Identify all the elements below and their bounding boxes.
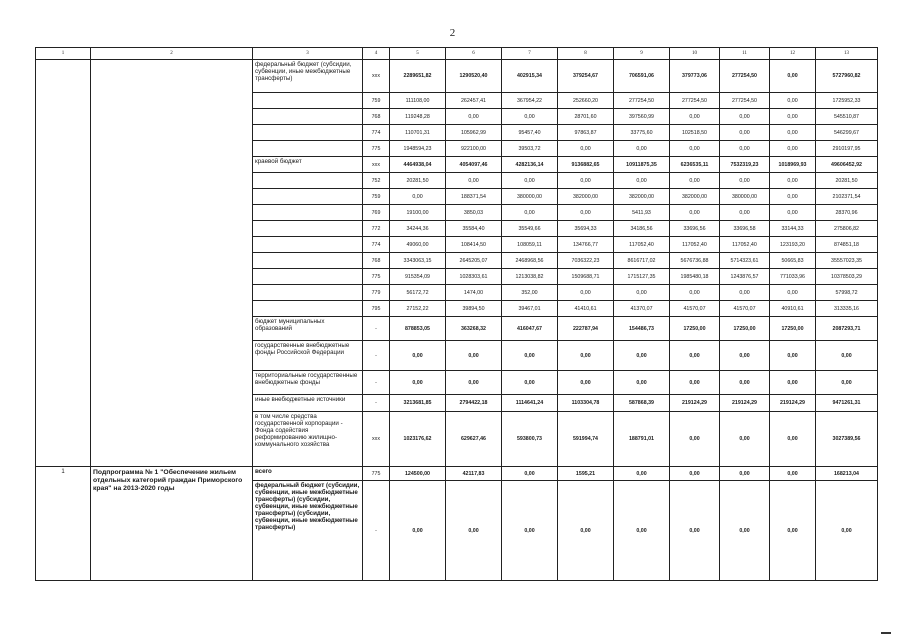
value-cell: 379773,06 bbox=[670, 60, 720, 93]
empty-cell bbox=[253, 141, 363, 157]
value-cell: 17250,00 bbox=[770, 317, 816, 341]
value-cell: 2289651,82 bbox=[390, 60, 446, 93]
value-cell: 352,00 bbox=[502, 285, 558, 301]
value-cell: 0,00 bbox=[720, 412, 770, 467]
value-cell: 4054097,46 bbox=[446, 157, 502, 173]
value-cell: 123193,20 bbox=[770, 237, 816, 253]
value-cell: 3850,03 bbox=[446, 205, 502, 221]
value-cell: 252660,20 bbox=[558, 93, 614, 109]
value-cell: 1213038,82 bbox=[502, 269, 558, 285]
value-cell: 6236535,11 bbox=[670, 157, 720, 173]
value-cell: 0,00 bbox=[558, 285, 614, 301]
value-cell: 277254,50 bbox=[670, 93, 720, 109]
value-cell: 117052,40 bbox=[614, 237, 670, 253]
value-cell: 168213,04 bbox=[816, 467, 878, 481]
value-cell: 0,00 bbox=[446, 109, 502, 125]
code-cell: 774 bbox=[363, 125, 390, 141]
code-cell: xxx bbox=[363, 412, 390, 467]
empty-cell bbox=[253, 285, 363, 301]
value-cell: 117052,40 bbox=[720, 237, 770, 253]
value-cell: 41570,07 bbox=[670, 301, 720, 317]
value-cell: 380000,00 bbox=[720, 189, 770, 205]
value-cell: 397560,99 bbox=[614, 109, 670, 125]
source-label: в том числе средства государственной корпорации - Фонда содействия реформированию жилищно-коммунального хозяйства bbox=[253, 412, 363, 467]
column-number: 12 bbox=[770, 48, 816, 60]
value-cell: 0,00 bbox=[670, 285, 720, 301]
value-cell: 5676736,88 bbox=[670, 253, 720, 269]
value-cell: 0,00 bbox=[770, 341, 816, 371]
value-cell: 382000,00 bbox=[614, 189, 670, 205]
value-cell: 593800,73 bbox=[502, 412, 558, 467]
source-label: иные внебюджетные источники bbox=[253, 395, 363, 412]
value-cell: 382000,00 bbox=[558, 189, 614, 205]
value-cell: 3027389,56 bbox=[816, 412, 878, 467]
value-cell: 4464938,04 bbox=[390, 157, 446, 173]
code-cell: xxx bbox=[363, 157, 390, 173]
value-cell: 0,00 bbox=[720, 125, 770, 141]
code-cell: 759 bbox=[363, 93, 390, 109]
value-cell: 2794422,18 bbox=[446, 395, 502, 412]
value-cell: 40910,61 bbox=[770, 301, 816, 317]
value-cell: 874851,18 bbox=[816, 237, 878, 253]
value-cell: 117052,40 bbox=[670, 237, 720, 253]
value-cell: 34186,56 bbox=[614, 221, 670, 237]
column-number: 4 bbox=[363, 48, 390, 60]
code-cell: 752 bbox=[363, 173, 390, 189]
code-cell: 775 bbox=[363, 467, 390, 481]
value-cell: 1715127,35 bbox=[614, 269, 670, 285]
value-cell: 1290520,40 bbox=[446, 60, 502, 93]
value-cell: 380000,00 bbox=[502, 189, 558, 205]
value-cell: 33696,56 bbox=[670, 221, 720, 237]
column-number: 8 bbox=[558, 48, 614, 60]
value-cell: 0,00 bbox=[502, 481, 558, 581]
value-cell: 39467,01 bbox=[502, 301, 558, 317]
value-cell: 382000,00 bbox=[670, 189, 720, 205]
value-cell: 0,00 bbox=[502, 371, 558, 395]
code-cell: 768 bbox=[363, 109, 390, 125]
empty-cell bbox=[253, 93, 363, 109]
column-number: 5 bbox=[390, 48, 446, 60]
value-cell: 50665,83 bbox=[770, 253, 816, 269]
value-cell: 9136882,65 bbox=[558, 157, 614, 173]
value-cell: 0,00 bbox=[670, 371, 720, 395]
column-number: 7 bbox=[502, 48, 558, 60]
value-cell: 0,00 bbox=[446, 341, 502, 371]
value-cell: 7036322,23 bbox=[558, 253, 614, 269]
value-cell: 35584,40 bbox=[446, 221, 502, 237]
empty-cell bbox=[253, 269, 363, 285]
value-cell: 108059,11 bbox=[502, 237, 558, 253]
value-cell: 49060,00 bbox=[390, 237, 446, 253]
value-cell: 0,00 bbox=[670, 109, 720, 125]
value-cell: 28370,96 bbox=[816, 205, 878, 221]
value-cell: 2102371,54 bbox=[816, 189, 878, 205]
value-cell: 7532319,23 bbox=[720, 157, 770, 173]
value-cell: 0,00 bbox=[720, 205, 770, 221]
value-cell: 111108,00 bbox=[390, 93, 446, 109]
value-cell: 0,00 bbox=[614, 467, 670, 481]
value-cell: 5714323,61 bbox=[720, 253, 770, 269]
code-cell: xxx bbox=[363, 60, 390, 93]
value-cell: 41410,61 bbox=[558, 301, 614, 317]
value-cell: 0,00 bbox=[720, 285, 770, 301]
value-cell: 188791,01 bbox=[614, 412, 670, 467]
value-cell: 49606452,92 bbox=[816, 157, 878, 173]
value-cell: 105962,99 bbox=[446, 125, 502, 141]
value-cell: 0,00 bbox=[558, 371, 614, 395]
value-cell: 591994,74 bbox=[558, 412, 614, 467]
value-cell: 0,00 bbox=[770, 412, 816, 467]
value-cell: 277254,50 bbox=[614, 93, 670, 109]
value-cell: 0,00 bbox=[770, 285, 816, 301]
value-cell: 35549,66 bbox=[502, 221, 558, 237]
value-cell: 10911875,35 bbox=[614, 157, 670, 173]
value-cell: 0,00 bbox=[614, 341, 670, 371]
value-cell: 20281,50 bbox=[390, 173, 446, 189]
source-label: территориальные государственные внебюджетные фонды bbox=[253, 371, 363, 395]
value-cell: 219124,29 bbox=[720, 395, 770, 412]
empty-cell bbox=[36, 60, 91, 467]
column-number: 9 bbox=[614, 48, 670, 60]
budget-table bbox=[35, 47, 878, 581]
code-cell: - bbox=[363, 341, 390, 371]
code-cell: - bbox=[363, 395, 390, 412]
value-cell: 102518,50 bbox=[670, 125, 720, 141]
value-cell: 0,00 bbox=[670, 141, 720, 157]
value-cell: 363268,32 bbox=[446, 317, 502, 341]
source-label: федеральный бюджет (субсидии, субвенции, иные межбюджетные трансферты) (субсидии, субвенции, иные межбюджетные трансферты) (субсидии, субвенции, иные межбюджетные трансферты) bbox=[253, 481, 363, 581]
column-number: 1 bbox=[36, 48, 91, 60]
value-cell: 0,00 bbox=[770, 60, 816, 93]
value-cell: 0,00 bbox=[816, 341, 878, 371]
value-cell: 5727960,82 bbox=[816, 60, 878, 93]
value-cell: 262457,41 bbox=[446, 93, 502, 109]
code-cell: 779 bbox=[363, 285, 390, 301]
value-cell: 0,00 bbox=[446, 481, 502, 581]
column-number: 2 bbox=[91, 48, 253, 60]
source-label: федеральный бюджет (субсидии, субвенции, иные межбюджетные трансферты) bbox=[253, 60, 363, 93]
value-cell: 0,00 bbox=[614, 285, 670, 301]
value-cell: 0,00 bbox=[770, 189, 816, 205]
value-cell: 1595,21 bbox=[558, 467, 614, 481]
value-cell: 0,00 bbox=[770, 371, 816, 395]
value-cell: 124500,00 bbox=[390, 467, 446, 481]
value-cell: 41570,07 bbox=[720, 301, 770, 317]
value-cell: 0,00 bbox=[558, 205, 614, 221]
value-cell: 546299,67 bbox=[816, 125, 878, 141]
empty-cell bbox=[253, 125, 363, 141]
value-cell: 0,00 bbox=[614, 371, 670, 395]
value-cell: 379254,67 bbox=[558, 60, 614, 93]
value-cell: 915354,09 bbox=[390, 269, 446, 285]
value-cell: 277254,50 bbox=[720, 93, 770, 109]
code-cell: 795 bbox=[363, 301, 390, 317]
empty-cell bbox=[253, 253, 363, 269]
empty-cell bbox=[253, 173, 363, 189]
value-cell: 0,00 bbox=[502, 205, 558, 221]
value-cell: 0,00 bbox=[614, 173, 670, 189]
value-cell: 154486,73 bbox=[614, 317, 670, 341]
value-cell: 0,00 bbox=[770, 173, 816, 189]
value-cell: 0,00 bbox=[816, 371, 878, 395]
value-cell: 0,00 bbox=[720, 109, 770, 125]
value-cell: 0,00 bbox=[770, 205, 816, 221]
column-number: 13 bbox=[816, 48, 878, 60]
value-cell: 0,00 bbox=[816, 481, 878, 581]
value-cell: 771033,96 bbox=[770, 269, 816, 285]
value-cell: 0,00 bbox=[614, 141, 670, 157]
empty-cell bbox=[253, 205, 363, 221]
value-cell: 0,00 bbox=[720, 481, 770, 581]
empty-cell bbox=[253, 221, 363, 237]
value-cell: 0,00 bbox=[390, 371, 446, 395]
source-label: государственные внебюджетные фонды Российской Федерации bbox=[253, 341, 363, 371]
value-cell: 1028303,61 bbox=[446, 269, 502, 285]
column-number: 3 bbox=[253, 48, 363, 60]
value-cell: 0,00 bbox=[390, 189, 446, 205]
value-cell: 0,00 bbox=[670, 412, 720, 467]
value-cell: 0,00 bbox=[670, 481, 720, 581]
value-cell: 1243876,57 bbox=[720, 269, 770, 285]
value-cell: 27152,22 bbox=[390, 301, 446, 317]
value-cell: 28701,60 bbox=[558, 109, 614, 125]
value-cell: 97863,87 bbox=[558, 125, 614, 141]
value-cell: 33775,60 bbox=[614, 125, 670, 141]
value-cell: 1985480,18 bbox=[670, 269, 720, 285]
value-cell: 1948594,23 bbox=[390, 141, 446, 157]
value-cell: 42117,83 bbox=[446, 467, 502, 481]
code-cell: - bbox=[363, 481, 390, 581]
subprogram-row bbox=[36, 467, 878, 481]
value-cell: 0,00 bbox=[720, 341, 770, 371]
value-cell: 39894,50 bbox=[446, 301, 502, 317]
value-cell: 1114641,24 bbox=[502, 395, 558, 412]
value-cell: 2468968,56 bbox=[502, 253, 558, 269]
value-cell: 0,00 bbox=[614, 481, 670, 581]
code-cell: 772 bbox=[363, 221, 390, 237]
value-cell: 1509688,71 bbox=[558, 269, 614, 285]
value-cell: 0,00 bbox=[720, 173, 770, 189]
value-cell: 108414,50 bbox=[446, 237, 502, 253]
value-cell: 545510,87 bbox=[816, 109, 878, 125]
value-cell: 34244,36 bbox=[390, 221, 446, 237]
value-cell: 0,00 bbox=[502, 467, 558, 481]
value-cell: 0,00 bbox=[670, 173, 720, 189]
value-cell: 0,00 bbox=[502, 109, 558, 125]
value-cell: 110701,31 bbox=[390, 125, 446, 141]
value-cell: 0,00 bbox=[446, 173, 502, 189]
value-cell: 5411,93 bbox=[614, 205, 670, 221]
empty-cell bbox=[253, 189, 363, 205]
value-cell: 35557023,35 bbox=[816, 253, 878, 269]
value-cell: 219124,29 bbox=[770, 395, 816, 412]
column-number: 6 bbox=[446, 48, 502, 60]
value-cell: 0,00 bbox=[670, 205, 720, 221]
value-cell: 3343063,15 bbox=[390, 253, 446, 269]
empty-cell bbox=[91, 60, 253, 467]
value-cell: 878853,05 bbox=[390, 317, 446, 341]
value-cell: 134766,77 bbox=[558, 237, 614, 253]
column-number: 10 bbox=[670, 48, 720, 60]
value-cell: 0,00 bbox=[502, 341, 558, 371]
subprogram-name: Подпрограмма № 1 "Обеспечение жильем отдельных категорий граждан Приморского края" на 2013-2020 годы bbox=[91, 467, 253, 581]
value-cell: 0,00 bbox=[558, 341, 614, 371]
value-cell: 0,00 bbox=[502, 173, 558, 189]
value-cell: 402915,34 bbox=[502, 60, 558, 93]
value-cell: 367954,22 bbox=[502, 93, 558, 109]
value-cell: 9471261,31 bbox=[816, 395, 878, 412]
value-cell: 2645205,07 bbox=[446, 253, 502, 269]
value-cell: 3213681,85 bbox=[390, 395, 446, 412]
value-cell: 188371,54 bbox=[446, 189, 502, 205]
value-cell: 0,00 bbox=[670, 341, 720, 371]
value-cell: 39503,72 bbox=[502, 141, 558, 157]
page-number: 2 bbox=[449, 27, 456, 39]
value-cell: 0,00 bbox=[558, 173, 614, 189]
value-cell: 0,00 bbox=[770, 467, 816, 481]
value-cell: 1725952,33 bbox=[816, 93, 878, 109]
value-cell: 0,00 bbox=[558, 481, 614, 581]
value-cell: 922100,00 bbox=[446, 141, 502, 157]
value-cell: 0,00 bbox=[390, 341, 446, 371]
code-cell: 775 bbox=[363, 269, 390, 285]
value-cell: 119248,28 bbox=[390, 109, 446, 125]
value-cell: 10378503,29 bbox=[816, 269, 878, 285]
code-cell: 768 bbox=[363, 253, 390, 269]
value-cell: 416047,67 bbox=[502, 317, 558, 341]
empty-cell bbox=[253, 109, 363, 125]
value-cell: 1103304,78 bbox=[558, 395, 614, 412]
code-cell: - bbox=[363, 317, 390, 341]
value-cell: 587868,39 bbox=[614, 395, 670, 412]
empty-cell bbox=[253, 237, 363, 253]
value-cell: 2087293,71 bbox=[816, 317, 878, 341]
value-cell: 219124,29 bbox=[670, 395, 720, 412]
value-cell: 0,00 bbox=[770, 481, 816, 581]
source-label: всего bbox=[253, 467, 363, 481]
value-cell: 706591,06 bbox=[614, 60, 670, 93]
table-row bbox=[36, 60, 878, 93]
value-cell: 1023176,62 bbox=[390, 412, 446, 467]
value-cell: 0,00 bbox=[720, 141, 770, 157]
empty-cell bbox=[253, 301, 363, 317]
subprogram-number: 1 bbox=[36, 467, 91, 581]
value-cell: 8616717,02 bbox=[614, 253, 670, 269]
code-cell: - bbox=[363, 371, 390, 395]
value-cell: 313335,16 bbox=[816, 301, 878, 317]
value-cell: 277254,50 bbox=[720, 60, 770, 93]
value-cell: 2910197,95 bbox=[816, 141, 878, 157]
header-row bbox=[36, 48, 878, 60]
value-cell: 17250,00 bbox=[720, 317, 770, 341]
value-cell: 222787,94 bbox=[558, 317, 614, 341]
value-cell: 1018969,93 bbox=[770, 157, 816, 173]
value-cell: 33144,33 bbox=[770, 221, 816, 237]
value-cell: 95457,40 bbox=[502, 125, 558, 141]
value-cell: 0,00 bbox=[390, 481, 446, 581]
code-cell: 759 bbox=[363, 189, 390, 205]
corner-mark bbox=[881, 632, 891, 634]
code-cell: 774 bbox=[363, 237, 390, 253]
value-cell: 4282136,14 bbox=[502, 157, 558, 173]
value-cell: 41370,07 bbox=[614, 301, 670, 317]
value-cell: 0,00 bbox=[670, 467, 720, 481]
column-number: 11 bbox=[720, 48, 770, 60]
value-cell: 0,00 bbox=[720, 371, 770, 395]
value-cell: 33696,58 bbox=[720, 221, 770, 237]
value-cell: 35694,33 bbox=[558, 221, 614, 237]
source-label: краевой бюджет bbox=[253, 157, 363, 173]
value-cell: 19100,00 bbox=[390, 205, 446, 221]
value-cell: 1474,00 bbox=[446, 285, 502, 301]
code-cell: 769 bbox=[363, 205, 390, 221]
source-label: бюджет муниципальных образований bbox=[253, 317, 363, 341]
value-cell: 275806,82 bbox=[816, 221, 878, 237]
value-cell: 57998,72 bbox=[816, 285, 878, 301]
value-cell: 0,00 bbox=[770, 93, 816, 109]
code-cell: 775 bbox=[363, 141, 390, 157]
value-cell: 0,00 bbox=[770, 125, 816, 141]
value-cell: 17250,00 bbox=[670, 317, 720, 341]
value-cell: 0,00 bbox=[720, 467, 770, 481]
value-cell: 20281,50 bbox=[816, 173, 878, 189]
value-cell: 0,00 bbox=[446, 371, 502, 395]
value-cell: 0,00 bbox=[770, 109, 816, 125]
value-cell: 629627,46 bbox=[446, 412, 502, 467]
value-cell: 56172,72 bbox=[390, 285, 446, 301]
value-cell: 0,00 bbox=[558, 141, 614, 157]
value-cell: 0,00 bbox=[770, 141, 816, 157]
